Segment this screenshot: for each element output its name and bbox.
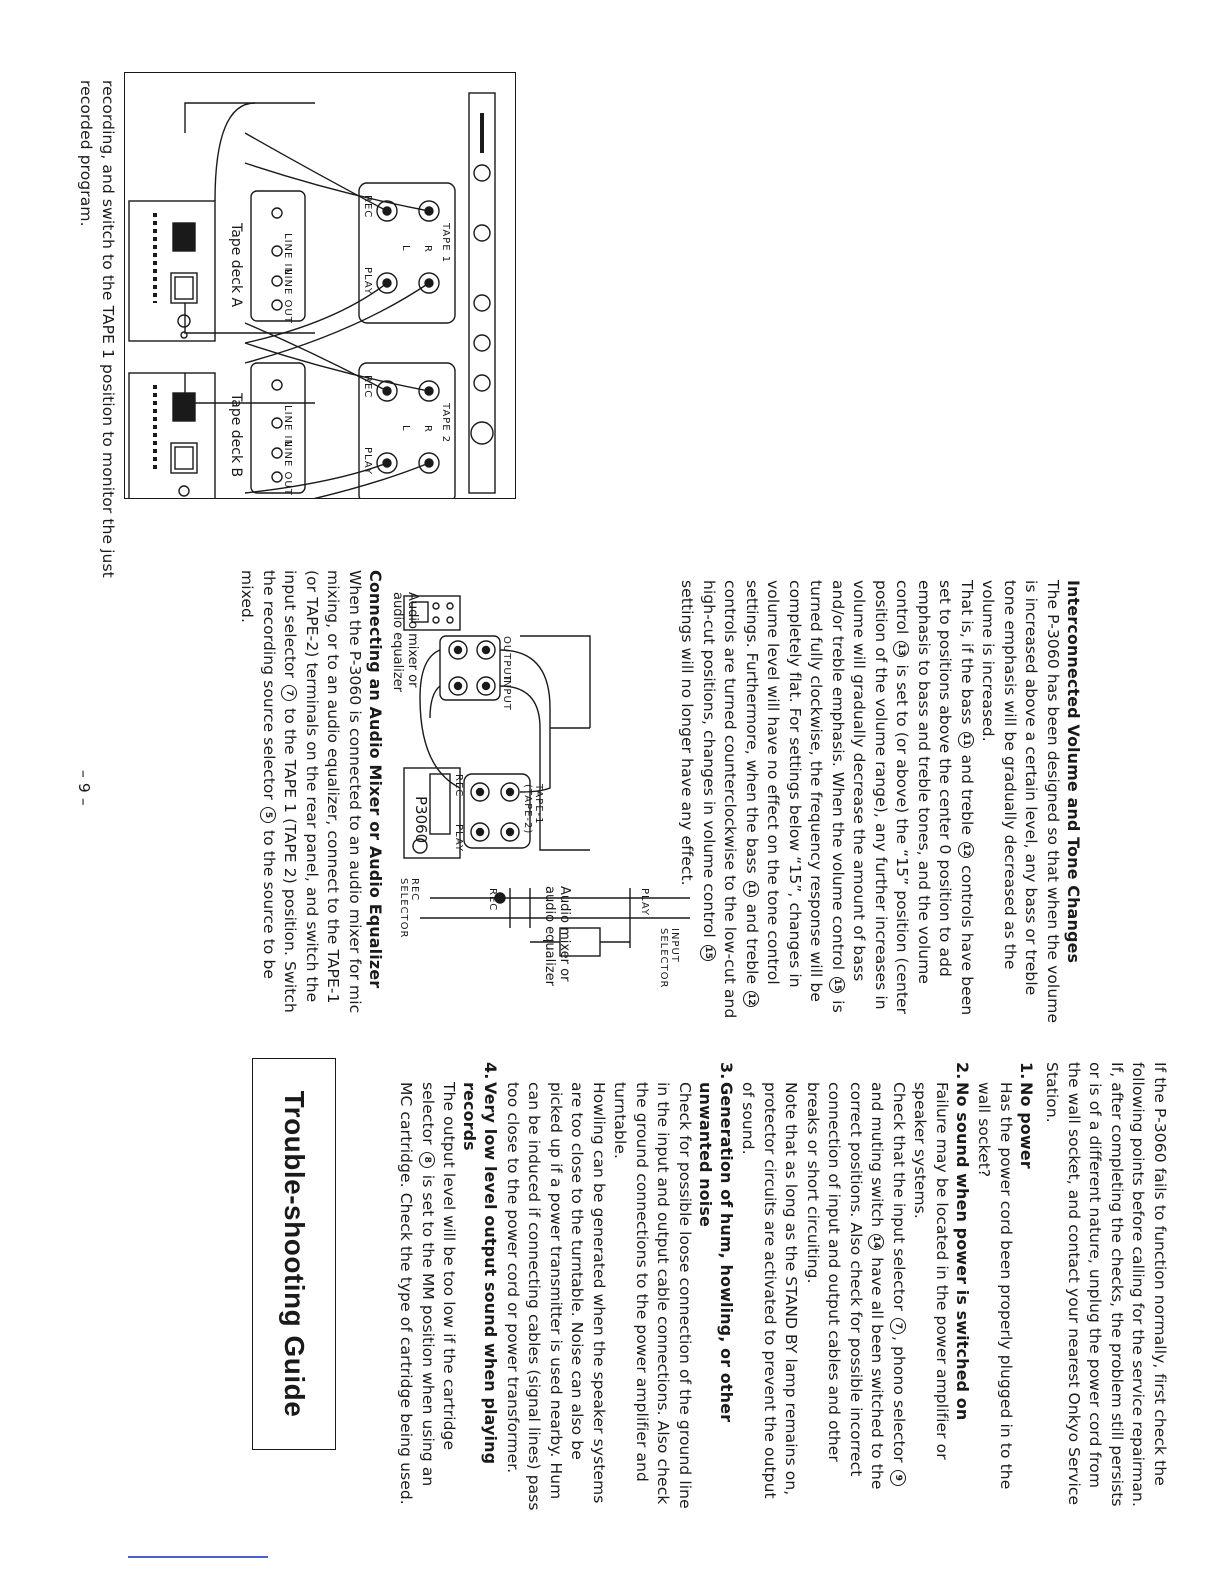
item-text: Howling can be generated when the speaker systems are too close to the turntable. Noise can also be picked up if a power transmitter is used nearby. Hum can be induced if connecting cables (signal lines) pass too close to the power cord or power transformer. [504, 1082, 608, 1511]
deck-a-line-in-label: LINE IN [282, 233, 293, 276]
item-title: No power [1017, 1082, 1036, 1169]
mixer-section [236, 570, 386, 1020]
deck-b-line-in-label: LINE IN [282, 405, 293, 448]
trouble-intro-2: If, after completing the checks, the problem still persists or is of a different nature, unplug the power cord from the wall socket, and contact your nearest Onkyo Service Station. [1043, 1062, 1126, 1507]
troubleshooting-body [395, 1062, 1170, 1514]
item-title: Very low level output sound when playing records [460, 1082, 501, 1465]
trouble-item-3 [502, 1062, 738, 1514]
ref-number: 12 [958, 842, 974, 858]
scan-margin-line [128, 1556, 268, 1558]
item-text-part: The output level will be too low if the cartridge selector [419, 1082, 459, 1451]
tape2-play-label: PLAY [362, 447, 373, 476]
item-text: Note that as long as the STAND BY lamp remains on, protector circuits are activated to prevent the output of sound. [739, 1082, 801, 1499]
item-text: Failure may be located in the power amplifier or speaker systems. [911, 1082, 951, 1460]
item-text-part: Check that the input selector [890, 1082, 908, 1311]
trouble-title: Trouble-shooting Guide [279, 1090, 310, 1418]
ref-number: 7 [890, 1318, 906, 1334]
schematic-mixer-label: Audio mixer or audio equalizer [542, 886, 572, 987]
item-text: Has the power cord been properly plugged in to the wall socket? [975, 1082, 1015, 1490]
volume-text-8: settings will no longer have any effect. [678, 580, 697, 886]
deck-a-label: Tape deck A [228, 223, 244, 308]
mixer-text-3: to the source to be mixed. [238, 570, 278, 980]
ref-number: 9 [890, 1470, 906, 1486]
volume-paragraph-2 [676, 580, 977, 1028]
mixer-heading: Connecting an Audio Mixer or Audio Equalizer [366, 570, 385, 989]
volume-heading: Interconnected Volume and Tone Changes [1064, 580, 1083, 964]
trouble-intro-1: If the P-3060 fails to function normally, first check the following points before calling for the service repairman. [1129, 1062, 1169, 1507]
volume-text-5: is turned fully clockwise, the frequency response will be completely flat. For settings below “15”, changes in volume level will have no effect on the tone control settings. Furthermore, when the bass [743, 580, 847, 1013]
p3060-tape-terminals-label: TAPE-1 (TAPE-2) [522, 784, 544, 835]
tape1-rec-label: REC [362, 195, 373, 219]
tape-deck-connection-diagram [124, 72, 516, 499]
tape2-label: TAPE 2 [440, 403, 451, 444]
item-number: 2. [953, 1062, 972, 1080]
item-text-part: have all been switched to the correct positions. Also check for possible incorrect connection of input and output cables and other breaks or short circuiting. [804, 1082, 887, 1490]
trouble-item-1 [973, 1062, 1037, 1514]
tape2-rec-label: REC [362, 375, 373, 399]
item-number: 1. [1017, 1062, 1036, 1080]
tape1-r-label: R [422, 245, 433, 253]
schematic-play-label: PLAY [639, 888, 650, 917]
mixer-output-label: OUTPUT [501, 636, 512, 683]
ref-number: 11 [958, 732, 974, 748]
deck-b-label: Tape deck B [228, 393, 244, 478]
tape-deck-diagram-drawing [125, 73, 515, 498]
item-text: Check for possible loose connection of the ground line in the input and output cable connections. Also check the ground connections to the power amplifier and turntable. [611, 1082, 694, 1509]
item-text [395, 1082, 460, 1514]
ref-number: 7 [282, 685, 298, 701]
ref-number: 8 [419, 1152, 435, 1168]
trouble-item-4 [395, 1062, 502, 1514]
p3060-play-label: PLAY [453, 824, 464, 853]
volume-text-7: controls are turned counterclockwise to the low-cut and high-cut positions, changes in volume control [700, 580, 740, 1019]
ref-number: 5 [260, 807, 276, 823]
intro-text: recording, and switch to the TAPE 1 position to monitor the just recorded program. [77, 80, 117, 578]
item-number: 4. [481, 1062, 501, 1080]
mixer-input-label: INPUT [501, 676, 512, 711]
volume-text-4: is set to (or above) the “15” position (center position of the volume range), any further increases in volume will gradually decrease the amount of bass and/or treble emphasis. When the volume control [829, 580, 912, 1015]
volume-paragraph-1: The P-3060 has been designed so that when the volume is increased above a certain level, any bass or treble tone emphasis will be gradually decreased as the volume is increased. [979, 580, 1062, 1024]
deck-a-line-out-label: LINE OUT [282, 269, 293, 324]
mixer-unit-label: Audio mixer or audio equalizer [390, 592, 420, 693]
schematic-rec-label: REC [487, 888, 498, 912]
rec-selector-label: REC SELECTOR [398, 878, 420, 939]
tape1-label: TAPE 1 [440, 223, 451, 264]
tape2-l-label: L [400, 425, 411, 432]
volume-text-6: and treble [743, 903, 761, 985]
trouble-item-2 [737, 1062, 973, 1514]
volume-text-1: That is, if the bass [958, 580, 976, 725]
volume-text-3: controls have been set to positions above the center 0 position to add emphasis to bass and treble tones, and the volume control [893, 580, 976, 1016]
item-number: 3. [717, 1062, 736, 1080]
ref-number: 12 [743, 991, 759, 1007]
ref-number: 15 [829, 977, 845, 993]
ref-number: 15 [700, 945, 716, 961]
volume-tone-main [676, 580, 1084, 1028]
item-title: Generation of hum, howling, or other unwanted noise [696, 1082, 736, 1423]
trouble-title-box [252, 1058, 336, 1450]
input-selector-label: INPUT SELECTOR [658, 928, 680, 989]
item-text-part: is set to the MM position when using an MC cartridge. Check the type of cartridge being used. [397, 1082, 437, 1505]
volume-text-2: and treble [958, 754, 976, 836]
ref-number: 14 [869, 1234, 885, 1250]
page-number: – 9 – [75, 770, 93, 806]
item-text [802, 1082, 910, 1514]
tape2-r-label: R [422, 425, 433, 433]
item-text-part: , phono selector [890, 1336, 908, 1463]
ref-number: 13 [894, 641, 910, 657]
item-text-part: and muting switch [868, 1082, 887, 1228]
tape1-play-label: PLAY [362, 267, 373, 296]
deck-b-line-out-label: LINE OUT [282, 441, 293, 496]
ref-number: 11 [743, 881, 759, 897]
p3060-rec-label: REC [453, 774, 464, 798]
mixer-text-2: to the TAPE 1 (TAPE 2) position. Switch the recording source selector [260, 570, 300, 1013]
tape1-l-label: L [400, 245, 411, 252]
mixer-paragraph [236, 570, 365, 1020]
volume-text-column [547, 580, 548, 581]
mixer-text-1: When the P-3060 is connected to an audio mixer for mic mixing, or to an audio equalizer, connect to the TAPE-1 (or TAPE-2) terminals on the rear panel, and switch the input selector [281, 570, 364, 1014]
p3060-model-label: P3060 [412, 796, 430, 844]
item-title: No sound when power is switched on [953, 1082, 972, 1421]
